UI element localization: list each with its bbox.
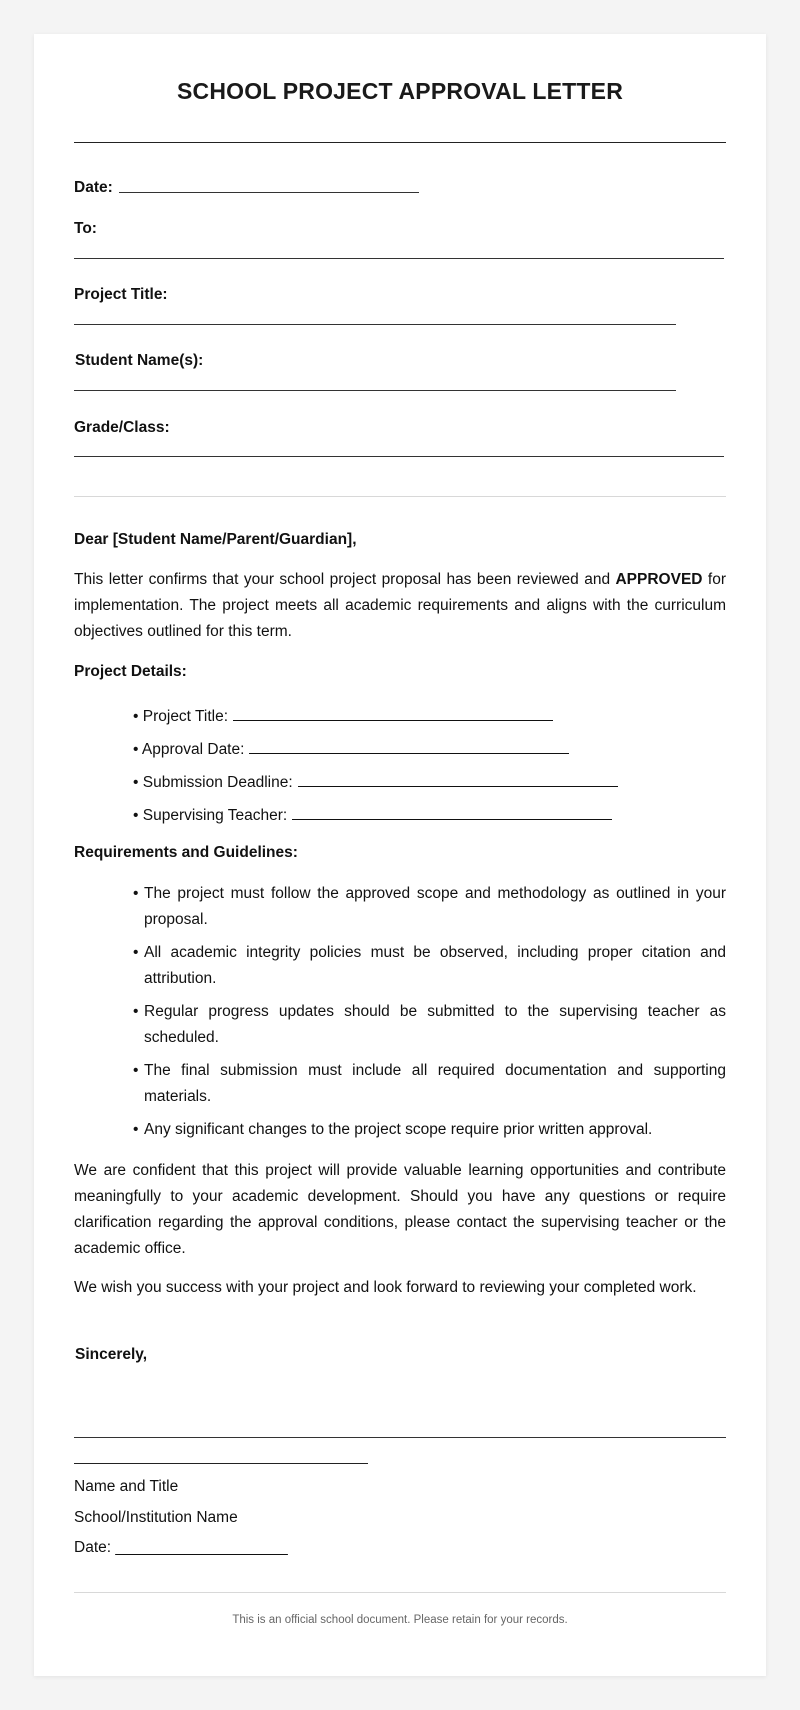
bullet-dot: • [133,807,139,824]
intro-text-before: This letter confirms that your school project proposal has been reviewed and [74,571,616,588]
detail-project-title [133,704,553,726]
requirement-item [133,1117,726,1143]
student-names-field[interactable] [74,390,676,391]
signer-date [74,1539,288,1557]
detail-supervising-teacher-field[interactable] [292,803,612,820]
detail-label: Approval Date: [141,741,245,758]
signer-name-title: Name and Title [74,1478,179,1495]
bullet-dot: • [133,774,139,791]
project-title-field[interactable] [74,324,676,325]
bullet-dot: • [133,1121,139,1138]
detail-label: Project Title: [142,708,229,725]
requirement-item [133,1058,726,1110]
bullet-dot: • [133,1003,139,1020]
section-divider [74,496,726,497]
detail-label: Supervising Teacher: [142,807,288,824]
bullet-dot: • [133,885,139,902]
detail-label: Submission Deadline: [142,774,293,791]
project-details-heading: Project Details: [74,663,187,680]
project-title-label: Project Title: [74,286,168,303]
footer-note: This is an official school document. Please retain for your records. [232,1614,568,1626]
requirement-item [133,881,726,933]
grade-class-label: Grade/Class: [74,419,170,436]
date-label: Date: [74,179,113,196]
requirement-text: All academic integrity policies must be observed, including proper citation and attribution. [144,944,726,987]
salutation: Dear [Student Name/Parent/Guardian], [74,531,357,548]
detail-submission-deadline-field[interactable] [298,770,618,787]
detail-project-title-field[interactable] [233,704,553,721]
detail-submission-deadline [133,770,618,792]
wish-paragraph: We wish you success with your project and look forward to reviewing your completed work. [74,1279,697,1296]
requirement-text: The project must follow the approved scope and methodology as outlined in your proposal. [144,885,726,928]
detail-supervising-teacher [133,803,612,825]
requirement-text: Any significant changes to the project scope require prior written approval. [144,1121,653,1138]
approved-emphasis: APPROVED [615,571,703,588]
signoff: Sincerely, [75,1346,148,1363]
date-field[interactable] [119,192,419,193]
detail-approval-date-field[interactable] [249,737,569,754]
student-names-label: Student Name(s): [75,352,204,369]
signer-institution: School/Institution Name [74,1509,238,1526]
intro-text-after: for implementation. The project meets all academic requirements and aligns with the curriculum objectives outlined for this term. [74,571,726,640]
document-title: SCHOOL PROJECT APPROVAL LETTER [176,78,624,104]
to-field[interactable] [74,258,724,259]
detail-approval-date [133,737,569,759]
closing-paragraph: We are confident that this project will provide valuable learning opportunities and contribute meaningfully to your academic development. Should you have any questions or require clarification regarding the approval conditions, please contact the supervising teacher or the academic office. [74,1162,726,1257]
to-label: To: [74,220,97,237]
bullet-dot: • [133,944,139,961]
requirement-item [133,940,726,992]
requirement-text: Regular progress updates should be submitted to the supervising teacher as scheduled. [144,1003,726,1046]
bullet-dot: • [133,1062,139,1079]
signer-date-label: Date: [74,1539,112,1556]
requirement-text: The final submission must include all required documentation and supporting materials. [144,1062,726,1105]
requirements-heading: Requirements and Guidelines: [74,844,298,861]
grade-class-field[interactable] [74,456,724,457]
title-divider [74,142,726,143]
footer-divider [74,1592,726,1593]
bullet-dot: • [133,741,139,758]
signer-date-field[interactable]: ____________________ [115,1539,288,1556]
intro-paragraph [74,567,726,645]
signature-line[interactable] [74,1437,726,1438]
bullet-dot: • [133,708,139,725]
signature-underline [74,1463,368,1464]
requirement-item [133,999,726,1051]
